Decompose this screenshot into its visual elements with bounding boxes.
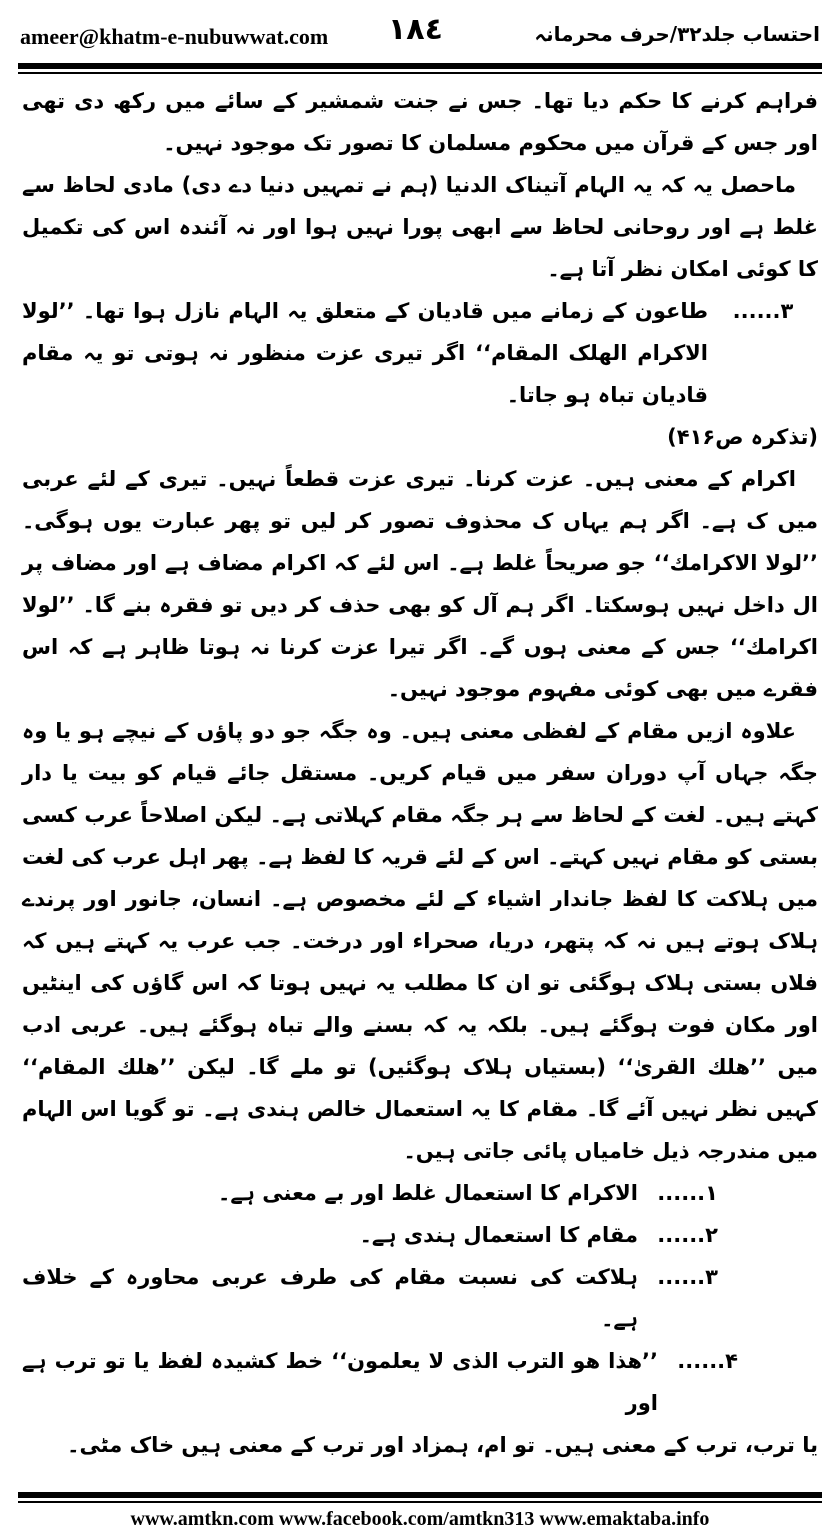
list-item-number: ۴...... xyxy=(677,1349,738,1373)
header-email: ameer@khatm-e-nubuwwat.com xyxy=(20,24,329,49)
list-item-number: ۳...... xyxy=(657,1265,718,1289)
list-item-text: ہلاکت کی نسبت مقام کی طرف عربی محاورہ کے خلاف ہے۔ xyxy=(22,1265,638,1331)
paragraph-2: ماحصل یہ کہ یہ الہام آتیناک الدنیا (ہم نے تمہیں دنیا دے دی) مادی لحاظ سے غلط ہے اور روحانی لحاظ سے ابھی پورا نہیں ہوا اور نہ آئندہ اس کی تکمیل کا کوئی امکان نظر آتا ہے۔ xyxy=(22,173,818,281)
paragraph-5: علاوہ ازیں مقام کے لفظی معنی ہیں۔ وہ جگہ جو دو پاؤں کے نیچے ہو یا وہ جگہ جہاں آپ دوران سفر میں قیام کریں۔ مستقل جائے قیام کو بیت یا دار کہتے ہیں۔ لغت کے لحاظ سے ہر جگہ مقام کہلاتی ہے۔ لیکن اصلاحاً عرب کسی بستی کو مقام نہیں کہتے۔ اس کے لئے قریہ کا لفظ ہے۔ پھر اہل عرب کی لغت میں ہلاکت کا لفظ جاندار اشیاء کے لئے مخصوص ہے۔ انسان، جانور اور پرندے ہلاک ہوتے ہیں نہ کہ پتھر، دریا، صحراء اور درخت۔ جب عرب یہ کہتے ہیں کہ فلاں بستی ہلاک ہوگئی تو ان کا مطلب یہ نہیں ہوتا کہ اس گاؤں کی اینٹیں اور مکان فوت ہوگئے ہیں۔ بلکہ یہ کہ بسنے والے تباہ ہوگئے ہیں۔ عربی ادب میں ’’ھلك القریٰ‘‘ (بستیاں ہلاک ہوگئیں) تو ملے گا۔ لیکن ’’ھلك المقام‘‘ کہیں نظر نہیں آئے گا۔ مقام کا یہ استعمال خالص ہندی ہے۔ تو گویا اس الہام میں مندرجہ ذیل خامیاں پائی جاتی ہیں۔ xyxy=(22,719,818,1163)
footer-links: www.amtkn.com www.facebook.com/amtkn313 www.emaktaba.info xyxy=(130,1508,710,1530)
list-item xyxy=(22,1256,818,1340)
list-item-text: الاکرام کا استعمال غلط اور بے معنی ہے۔ xyxy=(218,1181,638,1205)
numbered-paragraph-3 xyxy=(22,290,818,416)
paragraph-4: اکرام کے معنی ہیں۔ عزت کرنا۔ تیری عزت قطعاً نہیں۔ تیری کے لئے عربی میں ک ہے۔ اگر ہم یہاں ک محذوف تصور کر لیں تو پھر عبارت یوں ہوگی۔ ’’لولا الاکرامك‘‘ جو صریحاً غلط ہے۔ اس لئے کہ اکرام مضاف ہے اور مضاف پر ال داخل نہیں ہوسکتا۔ اگر ہم آل کو بھی حذف کر دیں تو فقرہ بنے گا۔ ’’لولا اکرامك‘‘ جس کے معنی ہوں گے۔ اگر تیرا عزت کرنا نہ ہوتا ظاہر ہے کہ اس فقرے میں بھی کوئی مفہوم موجود نہیں۔ xyxy=(22,467,818,701)
list-item-text: مقام کا استعمال ہندی ہے۔ xyxy=(359,1223,638,1247)
page-header xyxy=(20,10,820,64)
paragraph-3-text: طاعون کے زمانے میں قادیان کے متعلق یہ الہام نازل ہوا تھا۔ ’’لولا الاکرام الھلک المقام‘‘ اگر تیری عزت منظور نہ ہوتی تو یہ مقام قادیان تباہ ہو جاتا۔ xyxy=(22,299,708,407)
list-item-number: ۲...... xyxy=(657,1223,718,1247)
footer-rule-thick xyxy=(18,1492,822,1498)
page-body xyxy=(22,80,818,1466)
list-item xyxy=(22,1214,818,1256)
book-title: احتساب جلد۳۲/حرف محرمانہ xyxy=(534,22,820,46)
paragraph-1: فراہم کرنے کا حکم دیا تھا۔ جس نے جنت شمشیر کے سائے میں رکھ دی تھی اور جس کے قرآن میں محکوم مسلمان کا تصور تک موجود نہیں۔ xyxy=(22,89,818,155)
citation: (تذکرہ ص۴۱۶) xyxy=(667,425,818,449)
list-item-continuation: یا ترب، ترب کے معنی ہیں۔ تو ام، ہمزاد اور ترب کے معنی ہیں خاک مٹی۔ xyxy=(67,1433,818,1457)
page-number: ١٨٤ xyxy=(388,12,443,47)
list-item xyxy=(22,1172,818,1214)
header-rule-thick xyxy=(18,63,822,69)
list-item xyxy=(22,1340,818,1424)
footer-rule-thin xyxy=(18,1501,822,1503)
list-item-text: ’’ھذا ھو الترب الذی لا یعلمون‘‘ خط کشیدہ لفظ یا تو ترب ہے اور xyxy=(22,1349,658,1415)
paragraph-3-number: ۳...... xyxy=(732,299,794,323)
list-item-number: ۱...... xyxy=(657,1181,718,1205)
header-rule-thin xyxy=(18,72,822,74)
